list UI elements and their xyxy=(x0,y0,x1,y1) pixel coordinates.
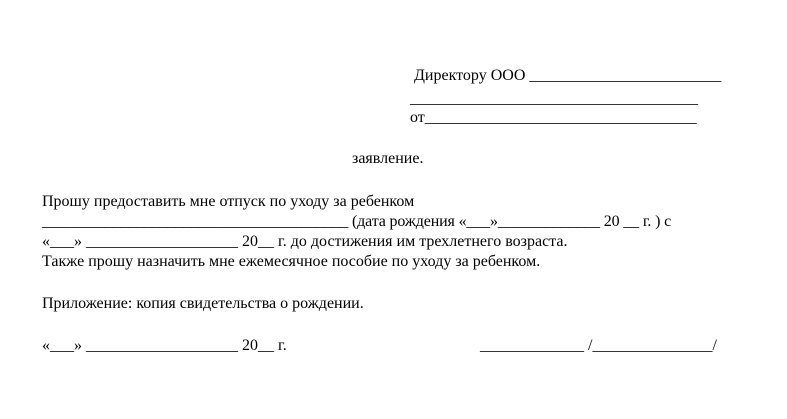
body-line-2: _______________________________________ (дата рождения «___»_____________ 20 __ г. ) с xyxy=(42,213,672,230)
footer-date-line: «___» ___________________ 20__ г. xyxy=(42,337,287,354)
body-line-1: Прошу предоставить мне отпуск по уходу за ребенком xyxy=(42,193,415,210)
director-line: Директору ООО ________________________ xyxy=(414,67,722,84)
body-line-4: Также прошу назначить мне ежемесячное пособие по уходу за ребенком. xyxy=(42,253,541,270)
from-line: от__________________________________ xyxy=(410,109,697,126)
organization-line: ____________________________________ xyxy=(410,90,698,107)
document-title: заявление. xyxy=(352,150,424,167)
body-line-3: «___» ___________________ 20__ г. до достижения им трехлетнего возраста. xyxy=(42,233,568,250)
signature-line: _____________ /_______________/ xyxy=(480,337,717,354)
attachment-line: Приложение: копия свидетельства о рождении. xyxy=(42,295,364,312)
